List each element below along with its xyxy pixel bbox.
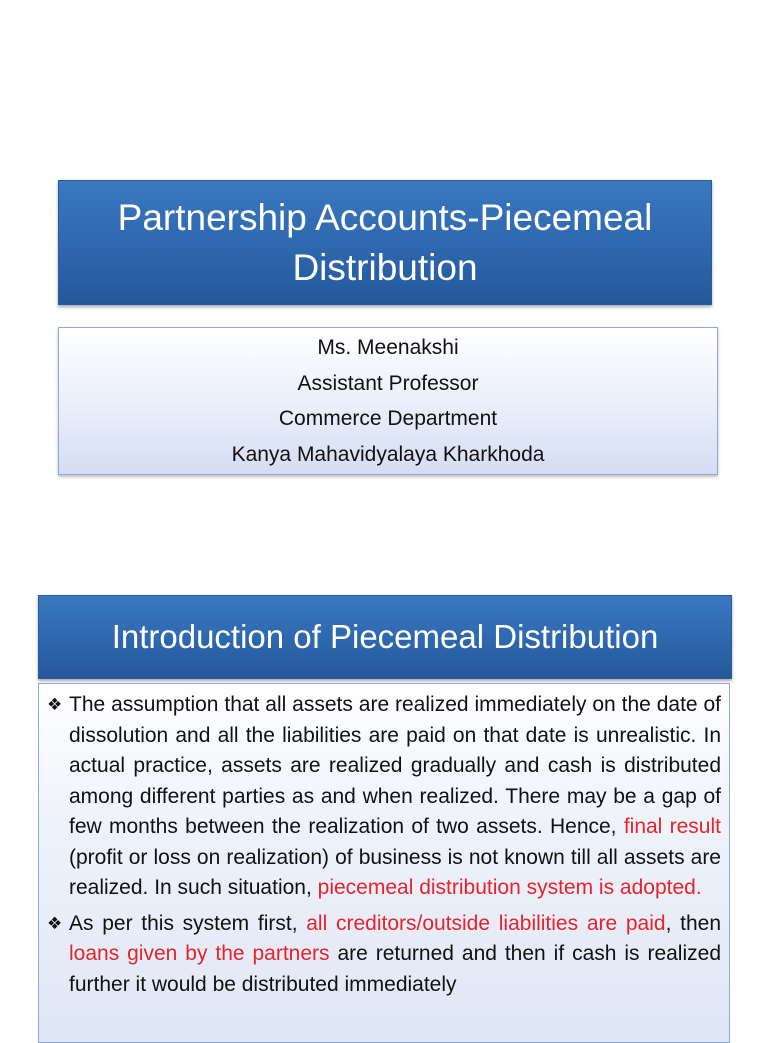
bullet-text-segment: , then	[665, 911, 722, 935]
slide-title-box	[58, 180, 712, 305]
bullet-item	[47, 690, 721, 904]
author-department: Commerce Department	[278, 407, 498, 430]
bullet-text	[69, 909, 721, 1001]
bullet-item	[47, 909, 721, 1001]
highlighted-text: final result	[623, 815, 721, 838]
section-heading-text: Introduction of Piecemeal Distribution	[111, 618, 659, 655]
bullet-text	[69, 690, 721, 904]
bullet-text-segment: As per this system first,	[69, 911, 307, 935]
highlighted-text: loans given by the partners	[69, 942, 330, 965]
section-heading	[38, 595, 732, 679]
author-institution: Kanya Mahavidyalaya Kharkhoda	[231, 442, 545, 466]
bullet-text-segment: are returned and then if cash is realized further it would be distributed immediately	[69, 942, 721, 996]
slide-title-line-1: Partnership Accounts-Piecemeal	[117, 196, 653, 238]
section-body	[38, 683, 730, 1043]
author-info-box	[58, 327, 718, 475]
highlighted-text: piecemeal distribution system is adopted.	[317, 876, 702, 899]
diamond-bullet-icon: ❖	[47, 695, 63, 714]
diamond-bullet-icon: ❖	[47, 913, 63, 933]
author-designation: Assistant Professor	[297, 371, 479, 395]
slide-title-line-2: Distribution	[292, 246, 478, 288]
bullet-text-segment: The assumption that all assets are realized immediately on the date of dissolution and all the liabilities are paid on that date is unrealistic. In actual practice, assets are realized gradually and cash is distributed among different parties as and when realized. There may be a gap of few months between the realization of two assets. Hence,	[69, 693, 721, 838]
highlighted-text: all creditors/outside liabilities are paid	[306, 911, 666, 935]
bullet-text-segment: (profit or loss on realization) of business is not known till all assets are realized. In such situation,	[69, 845, 721, 899]
author-name: Ms. Meenakshi	[317, 336, 459, 359]
